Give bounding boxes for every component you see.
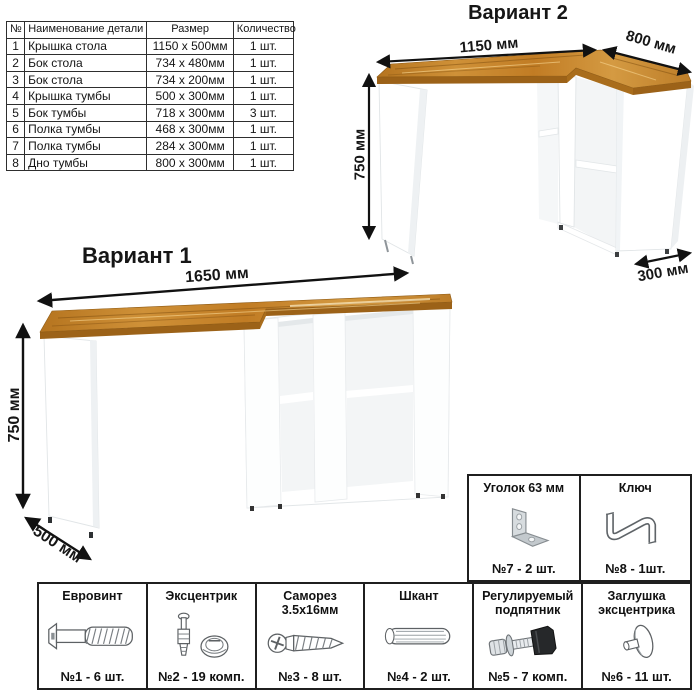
table-row bbox=[7, 104, 294, 121]
parts-table bbox=[6, 21, 294, 171]
hardware-item-corner-bracket bbox=[467, 474, 581, 582]
cell-name: Бок тумбы bbox=[25, 104, 147, 121]
variant1-depth-label: 500 мм bbox=[29, 522, 85, 567]
cell-size: 718 х 300мм bbox=[147, 104, 233, 121]
variant1-height-label: 750 мм bbox=[6, 387, 23, 443]
cell-num: 8 bbox=[7, 154, 25, 171]
hardware-name: Уголок 63 мм bbox=[483, 481, 565, 495]
table-row bbox=[7, 38, 294, 55]
table-row bbox=[7, 88, 294, 105]
cell-size: 800 х 300мм bbox=[147, 154, 233, 171]
variant2-width-label: 1150 мм bbox=[458, 34, 520, 57]
table-row bbox=[7, 121, 294, 138]
hardware-name: Эксцентрик bbox=[165, 589, 238, 603]
hardware-item-self-tapping-screw bbox=[255, 582, 366, 690]
cell-qty: 1 шт. bbox=[233, 121, 293, 138]
cell-num: 6 bbox=[7, 121, 25, 138]
cam-lock-icon bbox=[150, 603, 253, 669]
hardware-name: Саморез bbox=[283, 589, 337, 603]
cell-num: 3 bbox=[7, 71, 25, 88]
hardware-item-euro-screw bbox=[37, 582, 148, 690]
hardware-count: №7 - 2 шт. bbox=[491, 561, 556, 576]
col-header-name: Наименование детали bbox=[25, 22, 147, 39]
fasteners-row bbox=[37, 582, 692, 690]
variant2-desk-illustration bbox=[369, 50, 694, 264]
cell-num: 4 bbox=[7, 88, 25, 105]
table-row bbox=[7, 55, 294, 72]
variant2-depth-label: 800 мм bbox=[623, 27, 679, 58]
hardware-name: Регулируемый bbox=[482, 589, 574, 603]
hardware-name-line2: 3.5х16мм bbox=[281, 603, 339, 617]
hardware-item-cam-lock bbox=[146, 582, 257, 690]
cell-size: 734 х 200мм bbox=[147, 71, 233, 88]
cell-name: Крышка стола bbox=[25, 38, 147, 55]
hardware-item-cam-cap bbox=[581, 582, 692, 690]
cell-name: Дно тумбы bbox=[25, 154, 147, 171]
hardware-count: №6 - 11 шт. bbox=[601, 669, 672, 684]
table-row bbox=[7, 138, 294, 155]
self-tapping-screw-icon bbox=[259, 617, 362, 669]
table-row bbox=[7, 71, 294, 88]
variant2-height-label: 750 мм bbox=[351, 128, 369, 181]
cell-size: 284 х 300мм bbox=[147, 138, 233, 155]
col-header-num: № bbox=[7, 22, 25, 39]
variant1-desk-illustration bbox=[23, 273, 452, 559]
cell-size: 734 х 480мм bbox=[147, 55, 233, 72]
col-header-size: Размер bbox=[147, 22, 233, 39]
variant2-side-depth-label: 300 мм bbox=[636, 259, 690, 286]
col-header-qty: Количество bbox=[233, 22, 293, 39]
corner-bracket-icon bbox=[471, 495, 577, 561]
hardware-item-key bbox=[579, 474, 693, 582]
cell-name: Полка тумбы bbox=[25, 138, 147, 155]
hardware-count: №3 - 8 шт. bbox=[278, 669, 342, 684]
hardware-count: №2 - 19 комп. bbox=[157, 669, 245, 684]
adjustable-foot-icon bbox=[476, 617, 579, 669]
cell-size: 1150 х 500мм bbox=[147, 38, 233, 55]
cell-qty: 1 шт. bbox=[233, 154, 293, 171]
cell-num: 1 bbox=[7, 38, 25, 55]
cell-qty: 1 шт. bbox=[233, 55, 293, 72]
table-row bbox=[7, 154, 294, 171]
cell-name: Крышка тумбы bbox=[25, 88, 147, 105]
hardware-item-dowel bbox=[363, 582, 474, 690]
cell-num: 5 bbox=[7, 104, 25, 121]
cell-qty: 1 шт. bbox=[233, 88, 293, 105]
hardware-count: №4 - 2 шт. bbox=[387, 669, 451, 684]
cell-qty: 1 шт. bbox=[233, 71, 293, 88]
hardware-name: Евровинт bbox=[62, 589, 123, 603]
hardware-count: №1 - 6 шт. bbox=[60, 669, 125, 684]
cell-qty: 3 шт. bbox=[233, 104, 293, 121]
hardware-name: Ключ bbox=[618, 481, 652, 495]
parts-table-header-row bbox=[7, 22, 294, 39]
hardware-count: №8 - 1шт. bbox=[605, 561, 666, 576]
hardware-count: №5 - 7 комп. bbox=[488, 669, 568, 684]
cell-num: 7 bbox=[7, 138, 25, 155]
cell-qty: 1 шт. bbox=[233, 138, 293, 155]
cell-name: Бок стола bbox=[25, 71, 147, 88]
cell-size: 500 х 300мм bbox=[147, 88, 233, 105]
cell-name: Полка тумбы bbox=[25, 121, 147, 138]
hardware-name-line2: эксцентрика bbox=[598, 603, 675, 617]
hex-key-icon bbox=[583, 495, 689, 561]
hardware-name: Заглушка bbox=[607, 589, 666, 603]
hardware-name-line2: подпятник bbox=[495, 603, 561, 617]
cell-num: 2 bbox=[7, 55, 25, 72]
cam-cap-icon bbox=[585, 617, 688, 669]
cell-name: Бок стола bbox=[25, 55, 147, 72]
dowel-icon bbox=[367, 603, 470, 669]
accessories-row bbox=[467, 474, 692, 582]
variant1-width-label: 1650 мм bbox=[184, 264, 250, 287]
cell-size: 468 х 300мм bbox=[147, 121, 233, 138]
cell-qty: 1 шт. bbox=[233, 38, 293, 55]
euro-screw-icon bbox=[41, 603, 144, 669]
hardware-item-adjustable-foot bbox=[472, 582, 583, 690]
variant1-title: Вариант 1 bbox=[82, 243, 192, 268]
variant2-title: Вариант 2 bbox=[468, 2, 568, 24]
hardware-name: Шкант bbox=[399, 589, 439, 603]
